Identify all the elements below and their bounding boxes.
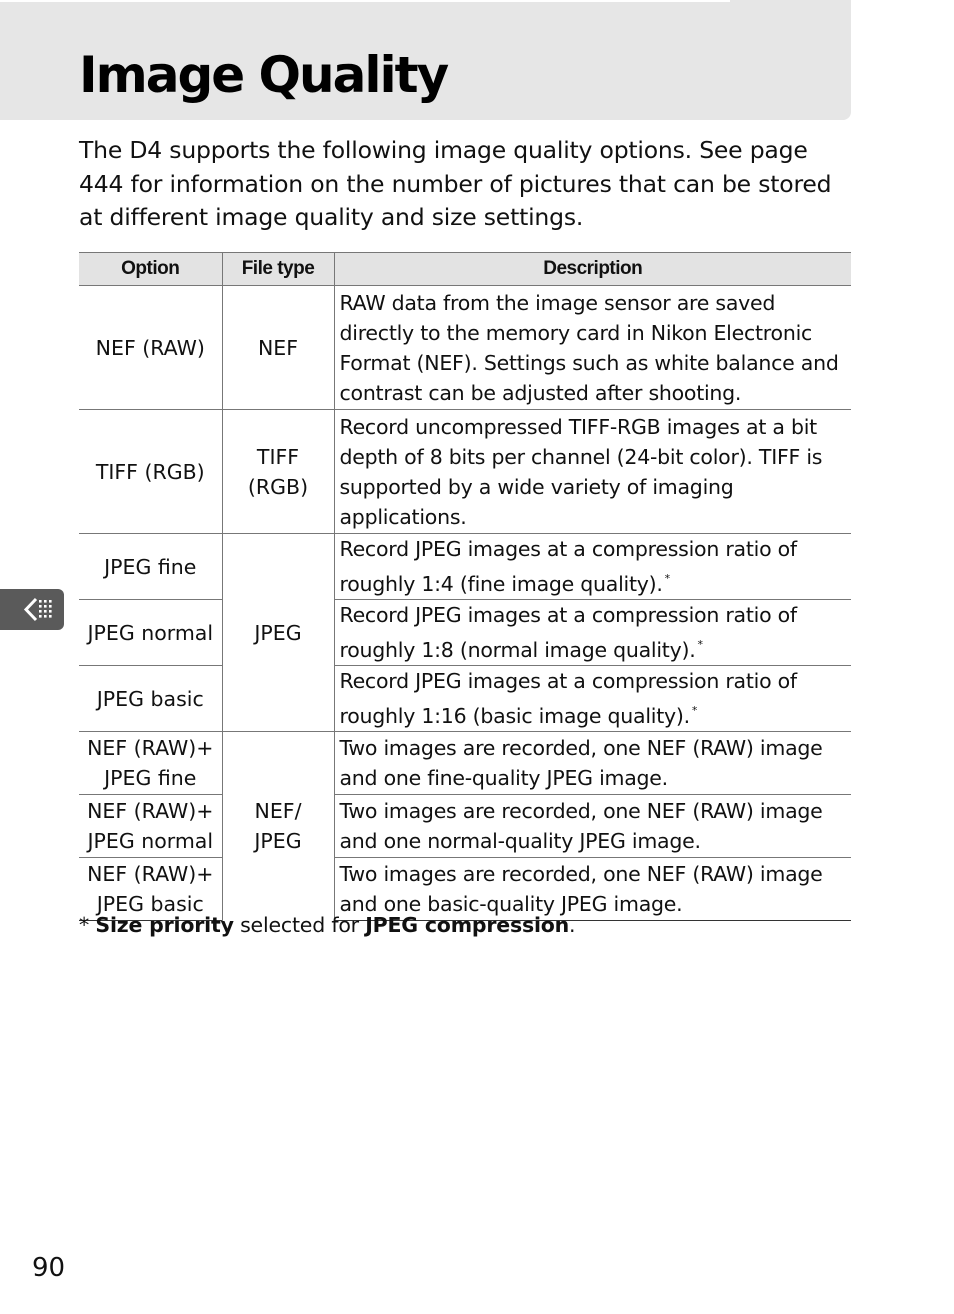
header-description: Description — [334, 253, 851, 286]
table-row — [79, 666, 851, 732]
header-file-type: File type — [222, 253, 334, 286]
footnote-middle: selected for — [233, 913, 366, 937]
description-cell — [334, 410, 851, 534]
title-band-edge — [0, 0, 730, 2]
table-row — [79, 534, 851, 600]
footnote-end: . — [569, 913, 576, 937]
description-text: RAW data from the image sensor are saved directly to the memory card in Nikon Electronic Format (NEF). Settings such as white balance and contrast can be adjusted after shooting. — [339, 290, 839, 405]
option-text: NEF (RAW)+ JPEG normal — [87, 799, 214, 853]
footnote-marker: * — [697, 638, 703, 651]
image-quality-table — [79, 252, 851, 921]
footnote-marker: * — [664, 572, 670, 585]
option-text: NEF (RAW)+ JPEG basic — [87, 862, 214, 916]
description-cell — [334, 600, 851, 666]
description-text: Record JPEG images at a compression ratio of roughly 1:8 (normal image quality). — [339, 603, 797, 662]
page-title: Image Quality — [79, 46, 448, 104]
section-tab — [0, 589, 64, 630]
description-text: Record uncompressed TIFF-RGB images at a bit depth of 8 bits per channel (24-bit color). TIFF is supported by a wide variety of imaging applications. — [339, 414, 823, 529]
file-type-text: TIFF (RGB) — [247, 444, 309, 499]
footnote-mark: * — [79, 913, 90, 937]
file-type-text: NEF/ JPEG — [254, 799, 302, 854]
footnote-jpeg-compression: JPEG compression — [365, 913, 570, 937]
option-cell: JPEG fine — [79, 534, 222, 600]
table-row — [79, 795, 851, 858]
option-text: NEF (RAW)+ JPEG fine — [87, 736, 214, 790]
page-number: 90 — [32, 1253, 66, 1283]
header-option: Option — [79, 253, 222, 286]
shooting-menu-icon — [22, 595, 56, 624]
option-cell: JPEG normal — [79, 600, 222, 666]
footnote-marker: * — [691, 704, 698, 717]
description-cell: Two images are recorded, one NEF (RAW) image and one normal-quality JPEG image. — [334, 795, 851, 858]
description-text: Record JPEG images at a compression ratio of roughly 1:16 (basic image quality). — [339, 669, 797, 728]
file-type-cell — [222, 732, 334, 921]
table-row — [79, 732, 851, 795]
footnote — [79, 910, 575, 940]
description-cell: Two images are recorded, one NEF (RAW) image and one fine-quality JPEG image. — [334, 732, 851, 795]
file-type-cell: JPEG — [222, 534, 334, 732]
footnote-size-priority: Size priority — [95, 913, 234, 937]
option-cell: TIFF (RGB) — [79, 410, 222, 534]
table-row — [79, 286, 851, 410]
description-cell: Two images are recorded, one NEF (RAW) image and one basic-quality JPEG image. — [334, 858, 851, 921]
description-cell — [334, 286, 851, 410]
option-cell: JPEG basic — [79, 666, 222, 732]
description-cell — [334, 534, 851, 600]
table-header-row — [79, 253, 851, 286]
option-cell — [79, 732, 222, 795]
description-cell — [334, 666, 851, 732]
table-row — [79, 600, 851, 666]
intro-paragraph: The D4 supports the following image quality options. See page 444 for information on the number of pictures that can be stored at different image quality and size settings. — [79, 136, 832, 231]
file-type-cell: NEF — [222, 286, 334, 410]
description-text: Record JPEG images at a compression ratio of roughly 1:4 (fine image quality). — [339, 537, 797, 596]
file-type-cell — [222, 410, 334, 534]
option-cell: NEF (RAW) — [79, 286, 222, 410]
table-row — [79, 410, 851, 534]
option-cell — [79, 795, 222, 858]
